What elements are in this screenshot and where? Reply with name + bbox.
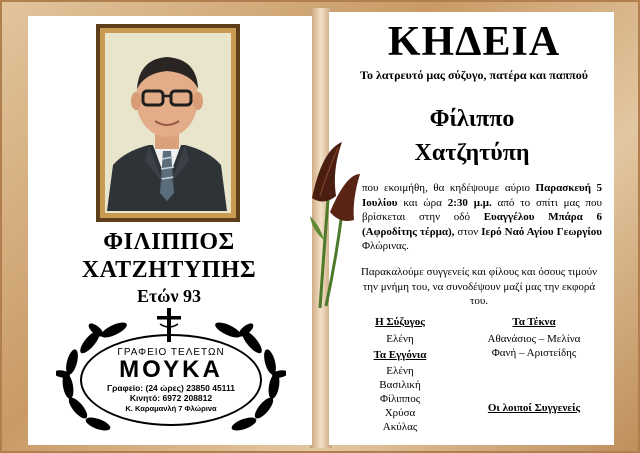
announcement-intro: Το λατρευτό μας σύζυγο, πατέρα και παππού xyxy=(360,68,588,82)
body-part-1: που εκοιμήθη, θα κηδέψουμε αύριο xyxy=(362,182,530,194)
body-part-4: στον xyxy=(457,225,479,238)
funeral-home-brand: ΜΟΥΚΑ xyxy=(119,356,223,383)
grandchildren-heading: Τα Εγγόνια xyxy=(373,349,427,361)
other-relatives: Οι λοιποί Συγγενείς xyxy=(487,402,581,414)
body-part-3: από το σπίτι μας που βρίσκεται στην οδό xyxy=(362,196,602,223)
deceased-first-name: ΦΙΛΙΠΠΟΣ xyxy=(103,229,235,255)
list-item: Αθανάσιος – Μελίνα xyxy=(487,333,581,345)
list-item: Φίλιππος xyxy=(379,393,421,405)
announcement-title: ΚΗΔΕΙΑ xyxy=(387,19,561,65)
ceremony-day: Παρασκευή 5 Ιουλίου xyxy=(362,182,602,209)
ceremony-address: Ευαγγέλου Μπάρα 6 (Αφροδίτης τέρμα), xyxy=(362,211,602,238)
list-item: Βασιλική xyxy=(379,379,421,391)
grandchildren-list xyxy=(352,364,448,434)
body-part-5: Φλώρινας. xyxy=(362,240,409,252)
funeral-home-mobile: Κινητό: 6972 208812 xyxy=(129,393,213,403)
children-heading: Τα Τέκνα xyxy=(512,316,556,328)
ceremony-church: Ιερό Ναό Αγίου Γεωργίου xyxy=(481,225,603,238)
portrait-frame xyxy=(96,24,240,222)
announcement-first-name: Φίλιππο xyxy=(429,106,515,132)
list-item: Χρύσα xyxy=(384,407,416,419)
funeral-home-address: Κ. Καραμανλή 7 Φλώρινα xyxy=(125,404,217,413)
calla-lily-icon xyxy=(302,140,364,310)
ceremony-time: 2:30 μ.μ. xyxy=(447,196,492,209)
spouse-list xyxy=(352,332,448,346)
ceremony-details xyxy=(362,181,602,254)
body-part-2: και ώρα xyxy=(403,196,442,209)
funeral-home-office-phone: Γραφείο: (24 ώρες) 23850 45111 xyxy=(107,383,235,393)
funeral-home-label: ΓΡΑΦΕΙΟ ΤΕΛΕΤΩΝ xyxy=(117,347,225,358)
attendance-request: Παρακαλούμε συγγενείς και φίλους και όσους τιμούν την μνήμη του, να συνοδέψουν μαζί μας την εκφορά του. xyxy=(360,266,598,307)
spouse-heading: Η Σύζυγος xyxy=(375,316,425,328)
list-item: Ελένη xyxy=(386,333,414,345)
list-item: Ελένη xyxy=(386,365,414,377)
deceased-last-name: ΧΑΤΖΗΤΥΠΗΣ xyxy=(81,257,257,283)
children-list xyxy=(466,332,602,360)
announcement-last-name: Χατζητύπη xyxy=(414,140,530,166)
deceased-name xyxy=(30,228,308,284)
list-item: Φανή – Αριστείδης xyxy=(491,347,577,359)
deceased-age: Ετών 93 xyxy=(136,286,201,306)
portrait-photo xyxy=(105,33,231,213)
list-item: Ακύλας xyxy=(382,421,418,433)
